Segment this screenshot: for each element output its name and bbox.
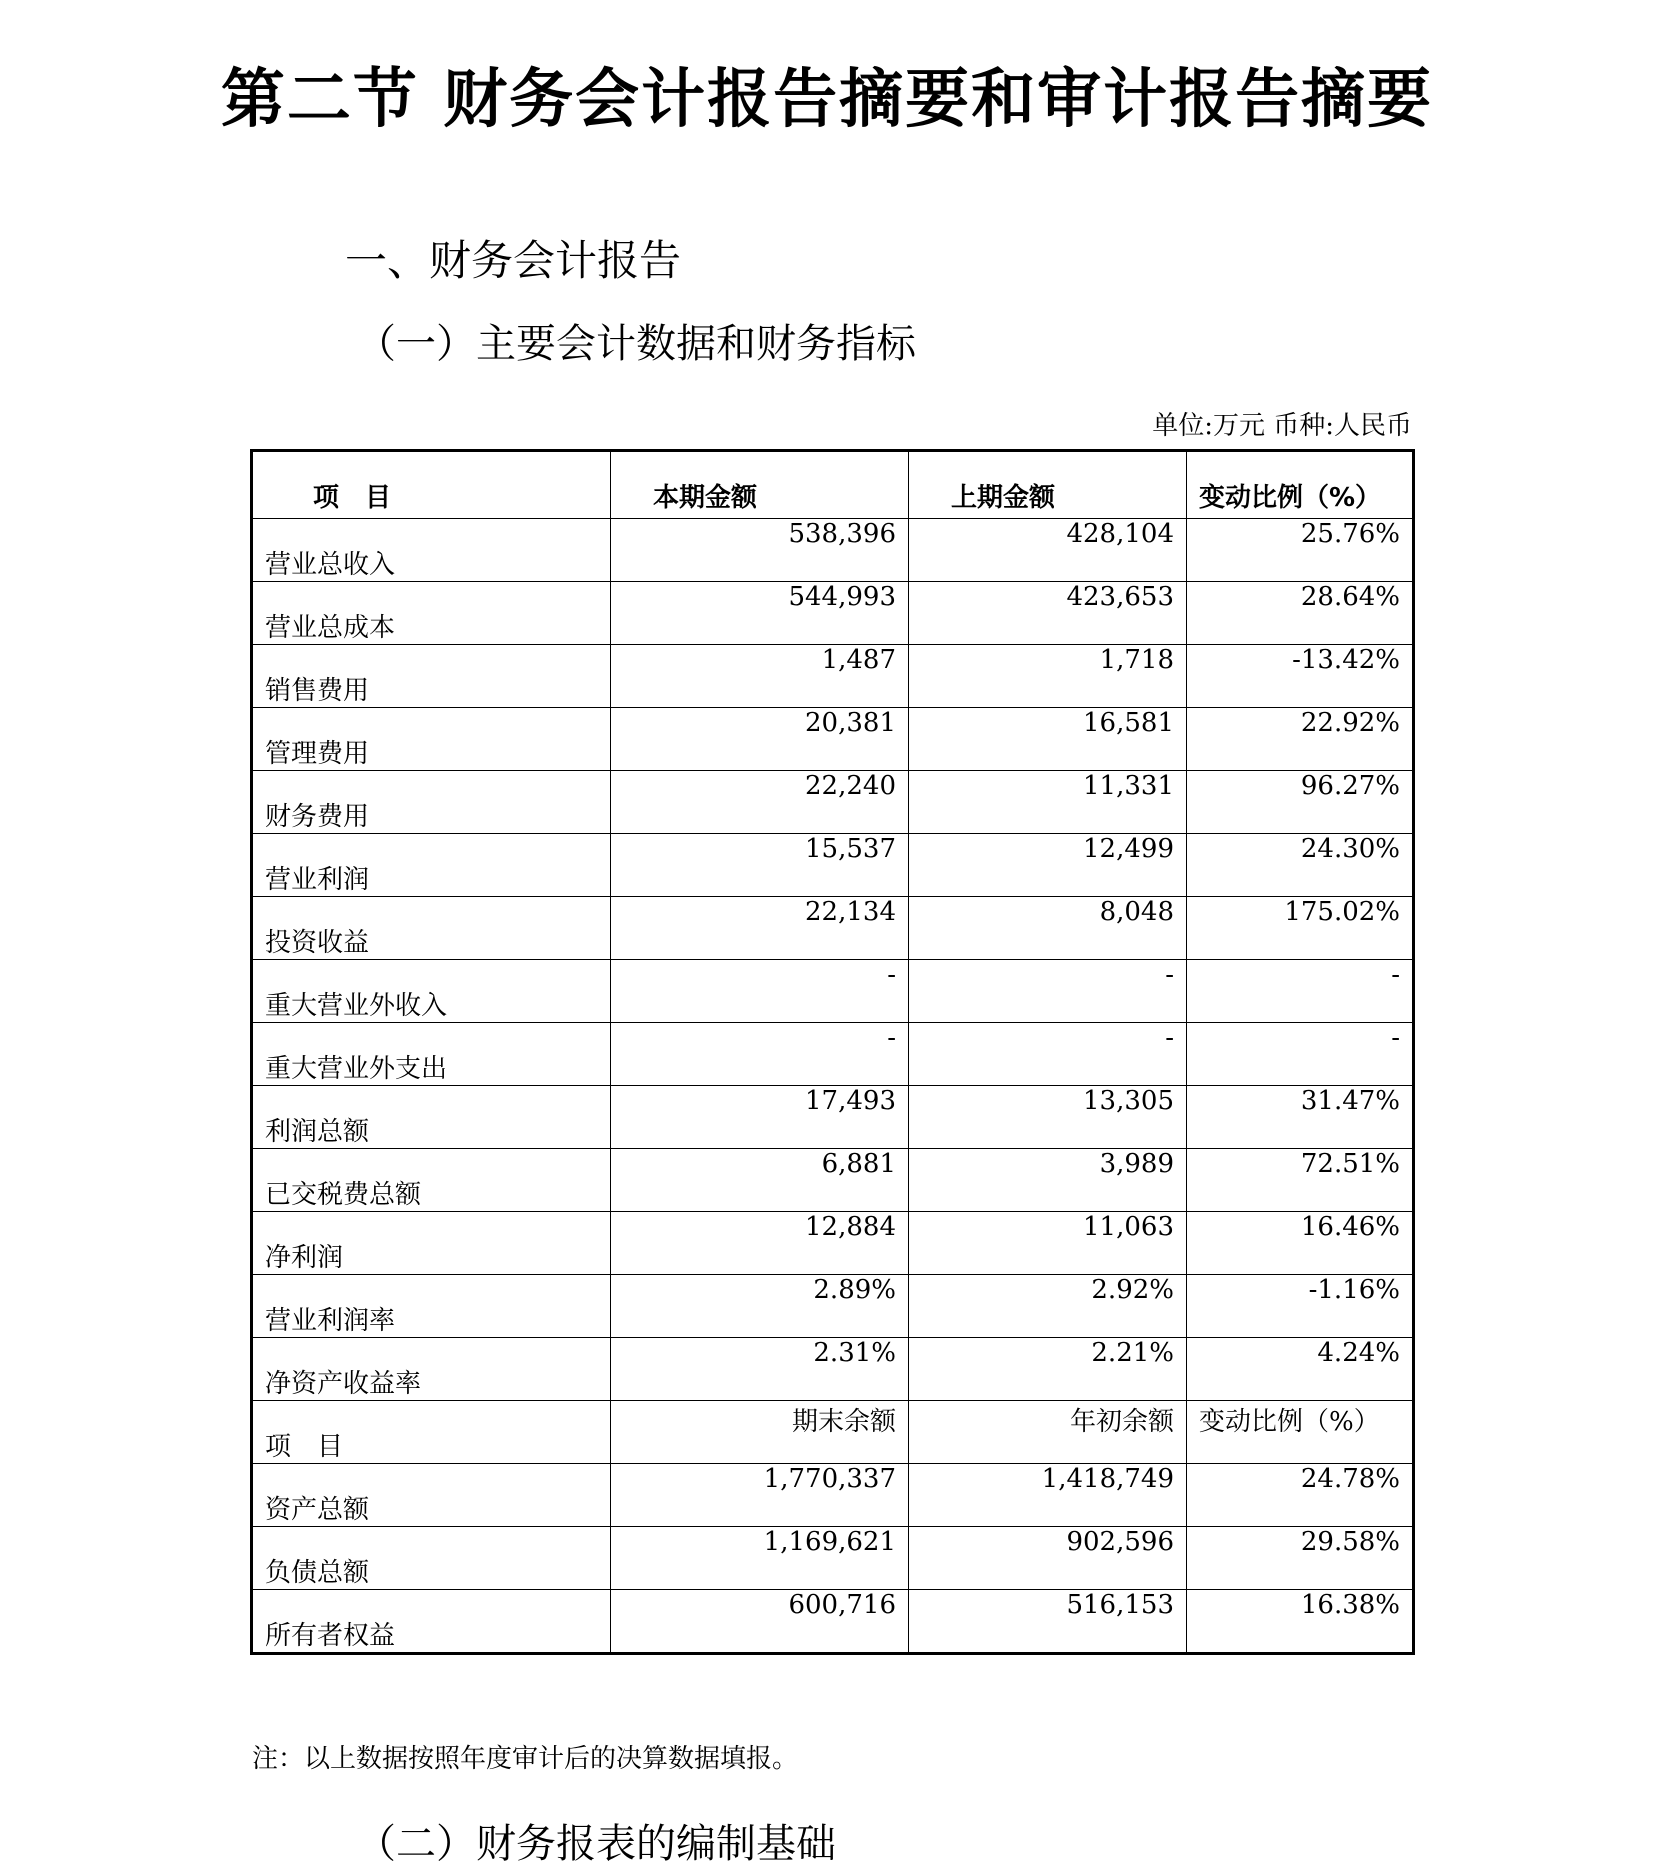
table-cell: 96.27%	[1187, 771, 1414, 834]
row-label: 管理费用	[252, 708, 611, 771]
table-cell: 428,104	[909, 519, 1187, 582]
table-cell: 1,169,621	[611, 1527, 909, 1590]
row-label: 重大营业外收入	[252, 960, 611, 1023]
table-cell: 22,134	[611, 897, 909, 960]
column-header-current: 本期金额	[611, 451, 909, 519]
table-cell: -	[1187, 1023, 1414, 1086]
table-cell: -1.16%	[1187, 1275, 1414, 1338]
table-row	[252, 1023, 1414, 1086]
table-row	[252, 708, 1414, 771]
table-cell: 423,653	[909, 582, 1187, 645]
table-cell: 年初余额	[909, 1401, 1187, 1464]
table-row	[252, 1338, 1414, 1401]
table-cell: 22.92%	[1187, 708, 1414, 771]
row-label: 财务费用	[252, 771, 611, 834]
table-cell: 16,581	[909, 708, 1187, 771]
table-cell: 31.47%	[1187, 1086, 1414, 1149]
table-cell: 24.30%	[1187, 834, 1414, 897]
table-cell: 8,048	[909, 897, 1187, 960]
table-cell: 13,305	[909, 1086, 1187, 1149]
column-header-item: 项 目	[252, 451, 611, 519]
page-title: 第二节 财务会计报告摘要和审计报告摘要	[220, 63, 1434, 137]
table-cell: 22,240	[611, 771, 909, 834]
table-body	[252, 519, 1414, 1654]
row-label: 负债总额	[252, 1527, 611, 1590]
table-cell: 2.92%	[909, 1275, 1187, 1338]
row-label: 净利润	[252, 1212, 611, 1275]
table-cell: 17,493	[611, 1086, 909, 1149]
table-cell: 12,884	[611, 1212, 909, 1275]
table-cell: 28.64%	[1187, 582, 1414, 645]
table-cell: 20,381	[611, 708, 909, 771]
table-cell: 25.76%	[1187, 519, 1414, 582]
row-label: 项 目	[252, 1401, 611, 1464]
table-row	[252, 771, 1414, 834]
unit-note: 单位:万元 币种:人民币	[1152, 411, 1412, 441]
table-cell: 2.31%	[611, 1338, 909, 1401]
table-cell: -	[611, 960, 909, 1023]
table-row	[252, 1527, 1414, 1590]
row-label: 利润总额	[252, 1086, 611, 1149]
table-cell: 2.89%	[611, 1275, 909, 1338]
section-heading: 一、财务会计报告	[345, 236, 682, 285]
table-row	[252, 1275, 1414, 1338]
row-label: 营业总成本	[252, 582, 611, 645]
subsection-heading: （一）主要会计数据和财务指标	[356, 321, 916, 367]
table-row	[252, 1212, 1414, 1275]
table-row	[252, 1149, 1414, 1212]
table-cell: 538,396	[611, 519, 909, 582]
row-label: 营业利润	[252, 834, 611, 897]
row-label: 重大营业外支出	[252, 1023, 611, 1086]
table-row	[252, 582, 1414, 645]
table-cell: 29.58%	[1187, 1527, 1414, 1590]
table-cell: -	[909, 960, 1187, 1023]
column-header-change: 变动比例（%）	[1187, 451, 1414, 519]
table-cell: 15,537	[611, 834, 909, 897]
row-label: 已交税费总额	[252, 1149, 611, 1212]
row-label: 投资收益	[252, 897, 611, 960]
table-cell: 16.46%	[1187, 1212, 1414, 1275]
table-header-row	[252, 451, 1414, 519]
table-cell: 6,881	[611, 1149, 909, 1212]
table-row	[252, 1590, 1414, 1654]
table-cell: 1,770,337	[611, 1464, 909, 1527]
table-row	[252, 834, 1414, 897]
column-header-previous: 上期金额	[909, 451, 1187, 519]
table-cell: 2.21%	[909, 1338, 1187, 1401]
table-cell: 12,499	[909, 834, 1187, 897]
row-label: 营业利润率	[252, 1275, 611, 1338]
table-row	[252, 1086, 1414, 1149]
table-cell: -	[611, 1023, 909, 1086]
footnote: 注：以上数据按照年度审计后的决算数据填报。	[252, 1744, 799, 1774]
table-cell: 期末余额	[611, 1401, 909, 1464]
table-row	[252, 645, 1414, 708]
table-cell: 3,989	[909, 1149, 1187, 1212]
table-cell: 1,418,749	[909, 1464, 1187, 1527]
row-label: 净资产收益率	[252, 1338, 611, 1401]
table-cell: 1,487	[611, 645, 909, 708]
table-cell: -	[909, 1023, 1187, 1086]
table-cell: 变动比例（%）	[1187, 1401, 1414, 1464]
table-row	[252, 897, 1414, 960]
financial-data-table	[250, 449, 1415, 1655]
table-row	[252, 960, 1414, 1023]
table-cell: 11,331	[909, 771, 1187, 834]
row-label: 资产总额	[252, 1464, 611, 1527]
table-row	[252, 519, 1414, 582]
table-cell: -	[1187, 960, 1414, 1023]
table-cell: 1,718	[909, 645, 1187, 708]
table-cell: 72.51%	[1187, 1149, 1414, 1212]
table-cell: 516,153	[909, 1590, 1187, 1654]
table-cell: 16.38%	[1187, 1590, 1414, 1654]
table-subheader-row	[252, 1401, 1414, 1464]
table-cell: 24.78%	[1187, 1464, 1414, 1527]
table-cell: 902,596	[909, 1527, 1187, 1590]
table-cell: 175.02%	[1187, 897, 1414, 960]
table-cell: 11,063	[909, 1212, 1187, 1275]
table-cell: 600,716	[611, 1590, 909, 1654]
table-row	[252, 1464, 1414, 1527]
row-label: 营业总收入	[252, 519, 611, 582]
subsection2-heading: （二）财务报表的编制基础	[356, 1821, 836, 1867]
row-label: 销售费用	[252, 645, 611, 708]
table-cell: 4.24%	[1187, 1338, 1414, 1401]
table-cell: 544,993	[611, 582, 909, 645]
row-label: 所有者权益	[252, 1590, 611, 1654]
table-cell: -13.42%	[1187, 645, 1414, 708]
